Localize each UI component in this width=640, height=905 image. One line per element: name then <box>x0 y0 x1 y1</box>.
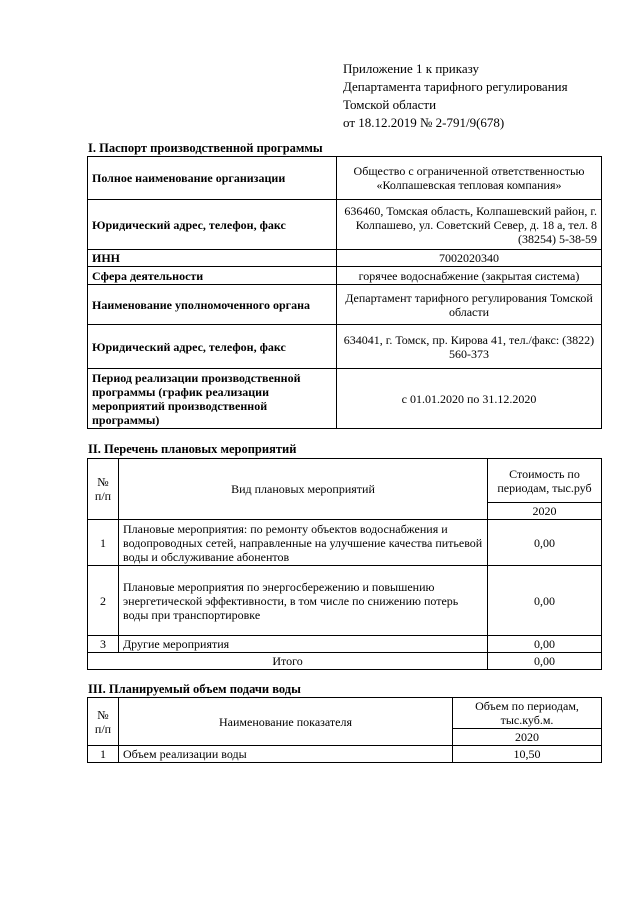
column-header-cost: Стоимость по периодам, тыс.руб <box>488 459 602 503</box>
total-value: 0,00 <box>488 653 602 670</box>
row-value: с 01.01.2020 по 31.12.2020 <box>337 369 602 429</box>
column-header-num: № п/п <box>88 459 119 520</box>
row-value: 636460, Томская область, Колпашевский район, г. Колпашево, ул. Советский Север, д. 18 а, тел. 8 (38254) 5-38-59 <box>337 200 602 250</box>
table-row <box>88 325 602 369</box>
table-row <box>88 520 602 566</box>
table-total-row <box>88 653 602 670</box>
row-value: горячее водоснабжение (закрытая система) <box>337 267 602 285</box>
column-header-volume: Объем по периодам, тыс.куб.м. <box>453 698 602 729</box>
column-header-year: 2020 <box>488 503 602 520</box>
row-value: Департамент тарифного регулирования Томской области <box>337 285 602 325</box>
table-row <box>88 369 602 429</box>
row-name: Плановые мероприятия: по ремонту объектов водоснабжения и водопроводных сетей, направленные на улучшение качества питьевой воды и обслуживание абонентов <box>119 520 488 566</box>
row-label: Полное наименование организации <box>88 157 337 200</box>
table-row <box>88 636 602 653</box>
measures-table <box>87 458 602 670</box>
row-name: Объем реализации воды <box>119 746 453 763</box>
header-line-1: Приложение 1 к приказу <box>343 61 480 76</box>
table-row <box>88 746 602 763</box>
row-label: Период реализации производственной программы (график реализации мероприятий производственной программы) <box>88 369 337 429</box>
row-value: 634041, г. Томск, пр. Кирова 41, тел./факс: (3822) 560-373 <box>337 325 602 369</box>
table-header-row <box>88 459 602 503</box>
row-name: Другие мероприятия <box>119 636 488 653</box>
table-header-row <box>88 698 602 729</box>
row-value: 10,50 <box>453 746 602 763</box>
column-header-name: Вид плановых мероприятий <box>119 459 488 520</box>
row-label: Юридический адрес, телефон, факс <box>88 200 337 250</box>
row-name: Плановые мероприятия по энергосбережению и повышению энергетической эффективности, в том числе по снижению потерь воды при транспортировке <box>119 566 488 636</box>
row-value: 7002020340 <box>337 250 602 267</box>
header-line-4: от 18.12.2019 № 2-791/9(678) <box>343 115 505 130</box>
table-row <box>88 285 602 325</box>
table-row <box>88 157 602 200</box>
passport-table <box>87 156 602 429</box>
table-row <box>88 267 602 285</box>
header-line-2: Департамента тарифного регулирования <box>343 79 568 94</box>
section-2-title: II. Перечень плановых мероприятий <box>88 442 297 456</box>
row-label: ИНН <box>88 250 337 267</box>
row-label: Юридический адрес, телефон, факс <box>88 325 337 369</box>
header-line-3: Томской области <box>343 97 437 112</box>
section-3-title: III. Планируемый объем подачи воды <box>88 682 301 696</box>
volume-table <box>87 697 602 763</box>
row-value: Общество с ограниченной ответственностью «Колпашевская тепловая компания» <box>337 157 602 200</box>
total-label: Итого <box>88 653 488 670</box>
row-label: Сфера деятельности <box>88 267 337 285</box>
row-label: Наименование уполномоченного органа <box>88 285 337 325</box>
row-value: 0,00 <box>488 520 602 566</box>
row-value: 0,00 <box>488 566 602 636</box>
column-header-year: 2020 <box>453 729 602 746</box>
document-header <box>343 60 568 132</box>
row-num: 3 <box>88 636 119 653</box>
column-header-name: Наименование показателя <box>119 698 453 746</box>
table-row <box>88 250 602 267</box>
row-num: 1 <box>88 746 119 763</box>
row-num: 2 <box>88 566 119 636</box>
column-header-num: № п/п <box>88 698 119 746</box>
row-num: 1 <box>88 520 119 566</box>
row-value: 0,00 <box>488 636 602 653</box>
table-row <box>88 566 602 636</box>
section-1-title: I. Паспорт производственной программы <box>88 141 323 155</box>
table-row <box>88 200 602 250</box>
